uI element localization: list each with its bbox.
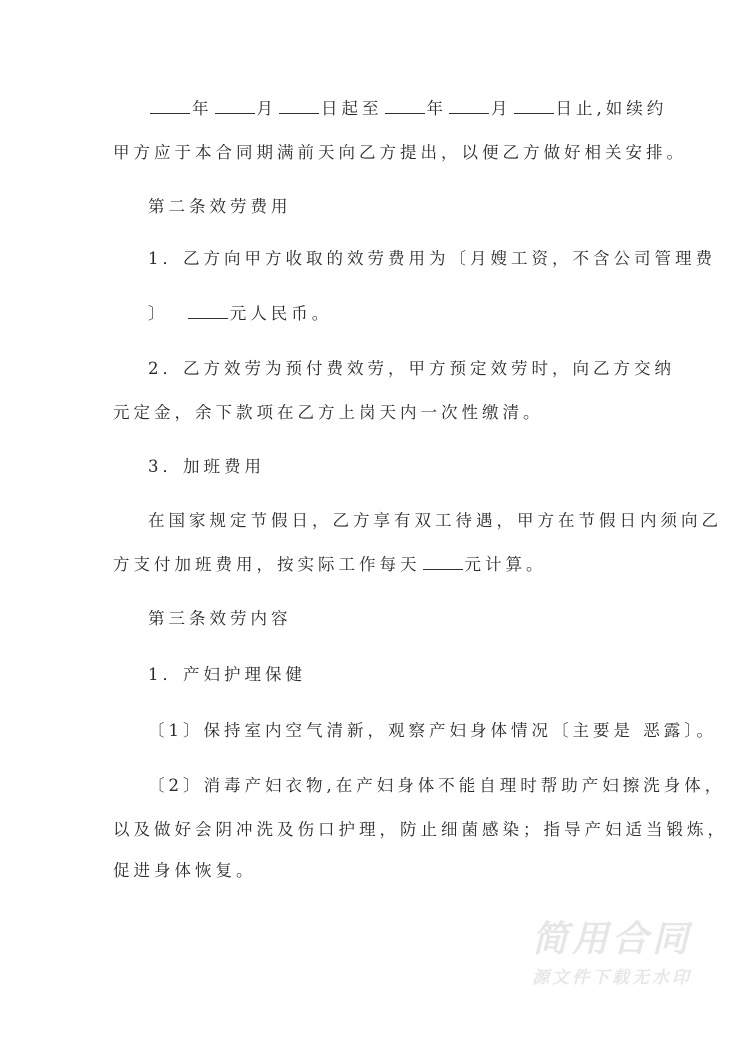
watermark-title: 简用合同 (531, 919, 692, 960)
month-label: 月 (256, 99, 277, 118)
year-label: 年 (192, 99, 213, 118)
renewal-notice-text: 甲方应于本合同期满前天向乙方提出，以便乙方做好相关安排。 (113, 143, 687, 162)
fee-clause-3-heading: 3．加班费用 (148, 457, 265, 476)
contract-term-line (148, 98, 668, 120)
overtime-clause: 在国家规定节假日，乙方享有双工待遇，甲方在节假日内须向乙 (148, 511, 722, 530)
section-heading-fees: 第二条效劳费用 (148, 197, 292, 216)
fee-clause-2: 2．乙方效劳为预付费效劳，甲方预定效劳时，向乙方交纳 (148, 359, 675, 378)
month-start-blank[interactable] (215, 99, 255, 114)
service-item-1-heading: 1．产妇护理保健 (148, 665, 306, 684)
overtime-text: 方支付加班费用，按实际工作每天 (113, 555, 421, 574)
month-end-blank[interactable] (449, 99, 489, 114)
month-label-end: 月 (491, 99, 512, 118)
section-heading-services: 第三条效劳内容 (148, 609, 292, 628)
day-from-label: 日起至 (321, 99, 383, 118)
service-item-1-2-cont: 以及做好会阴冲洗及伤口护理，防止细菌感染；指导产妇适当锻炼， (113, 820, 728, 839)
day-to-label: 日止,如续约 (555, 99, 668, 118)
year-start-blank[interactable] (150, 99, 190, 114)
fee-clause-1: 1．乙方向甲方收取的效劳费用为〔月嫂工资，不含公司管理费 (148, 249, 716, 268)
service-item-1-2-end: 促进身体恢复。 (113, 861, 257, 880)
overtime-unit: 元计算。 (464, 555, 547, 574)
fee-amount-blank[interactable] (188, 304, 228, 319)
service-item-1-1: 〔1〕保持室内空气清新，观察产妇身体情况〔主要是 恶露〕。 (148, 721, 717, 740)
overtime-clause-cont (113, 554, 633, 576)
watermark (512, 920, 712, 988)
fee-clause-1-amount (148, 303, 668, 325)
day-end-blank[interactable] (514, 99, 554, 114)
fee-clause-2-cont: 元定金，余下款项在乙方上岗天内一次性缴清。 (113, 403, 544, 422)
watermark-subtitle: 源文件下载无水印 (532, 968, 692, 988)
day-start-blank[interactable] (279, 99, 319, 114)
closing-bracket: 〕 (148, 304, 169, 323)
overtime-rate-blank[interactable] (423, 555, 463, 570)
year-end-blank[interactable] (385, 99, 425, 114)
currency-label: 元人民币。 (229, 304, 333, 323)
service-item-1-2: 〔2〕消毒产妇衣物,在产妇身体不能自理时帮助产妇擦洗身体， (148, 776, 726, 795)
year-label-end: 年 (426, 99, 447, 118)
